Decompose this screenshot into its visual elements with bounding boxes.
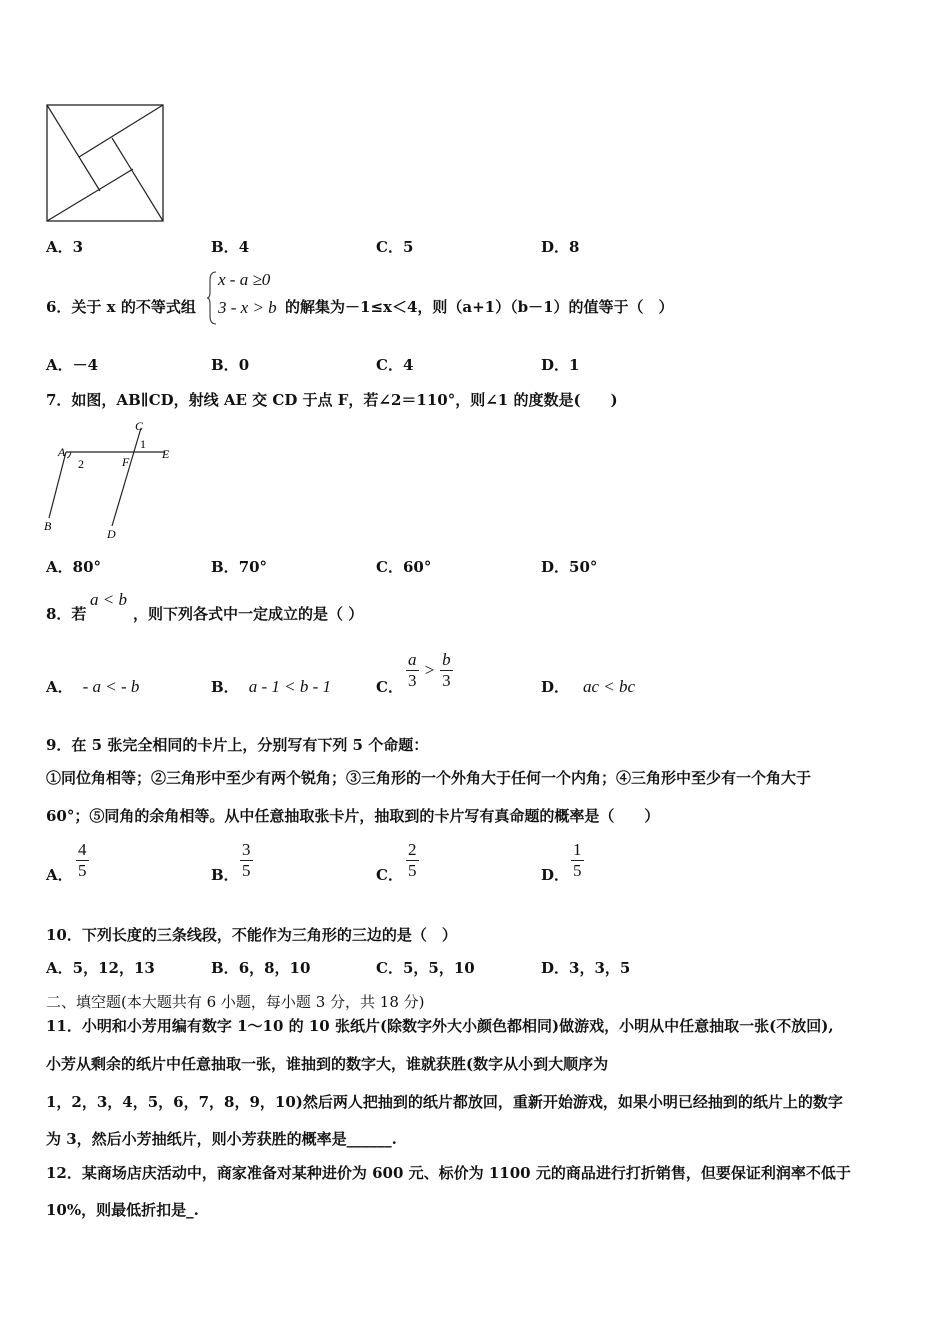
q9-option-c-fraction: $\frac{2}{5}$ (408, 840, 417, 880)
label-b: B (44, 519, 52, 533)
q10-option-c: C．5，5，10 (376, 959, 475, 977)
q9-option-b-fraction: $\frac{3}{5}$ (242, 840, 251, 880)
q10-option-b: B．6，8，10 (211, 959, 311, 977)
section-heading-fill-in: 二、填空题(本大题共有 6 小题，每小题 3 分，共 18 分) (46, 993, 425, 1011)
q9-option-d-fraction: $\frac{1}{5}$ (573, 840, 582, 880)
label-angle-1: 1 (140, 437, 146, 451)
q6-option-b: B．0 (211, 356, 250, 374)
q8-option-a: A． - a < - b (46, 677, 140, 696)
q8-suffix: ，则下列各式中一定成立的是（ ） (133, 605, 364, 623)
q11-line-3: 1，2，3，4，5，6，7，8，9，10)然后两人把抽到的纸片都放回，重新开始游戏，如果小明已经抽到的纸片上的数字 (46, 1093, 843, 1111)
q6-option-a: A．－4 (46, 356, 99, 374)
q9-option-b-label: B． (211, 866, 239, 884)
q9-line-1: ①同位角相等；②三角形中至少有两个锐角；③三角形的一个外角大于任何一个内角；④三角形中至少有一个角大于 (46, 769, 812, 787)
q7-option-c: C．60° (376, 558, 432, 576)
q8-condition: a < b (90, 590, 127, 609)
q7-stem: 7．如图，AB∥CD，射线 AE 交 CD 于点 F，若∠2＝110°，则∠1 的度数是( ) (46, 391, 618, 409)
q12-line-2: 10%，则最低折扣是_. (46, 1201, 199, 1219)
q11-line-1: 11．小明和小芳用编有数字 1～10 的 10 张纸片(除数字外大小颜色都相同)做游戏，小明从中任意抽取一张(不放回), (46, 1017, 834, 1035)
q8-option-c-expression: $\frac{a}{3}$ > $\frac{b}{3}$ (408, 650, 451, 690)
label-e: E (162, 447, 170, 461)
label-angle-2: 2 (78, 457, 84, 471)
q9-option-a-label: A． (46, 866, 73, 884)
q7-option-d: D．50° (541, 558, 598, 576)
label-d: D (107, 527, 116, 541)
q11-line-4: 为 3，然后小芳抽纸片，则小芳获胜的概率是______. (46, 1130, 397, 1148)
q8-option-b: B． a - 1 < b - 1 (211, 677, 331, 696)
q12-line-1: 12．某商场店庆活动中，商家准备对某种进价为 600 元、标价为 1100 元的商品进行打折销售，但要保证利润率不低于 (46, 1164, 851, 1182)
brace-icon (206, 270, 218, 326)
q5-option-b: B．4 (211, 238, 250, 256)
q9-line-2: 60°；⑤同角的余角相等。从中任意抽取张卡片，抽取到的卡片写有真命题的概率是（ ） (46, 807, 660, 825)
q5-option-d: D．8 (541, 238, 580, 256)
q8-option-c-label: C． (376, 678, 403, 696)
q6-option-c: C．4 (376, 356, 414, 374)
q6-system-line-1: x - a ≥0 (218, 270, 271, 289)
q8-prefix: 8．若 (46, 605, 87, 623)
label-c: C (135, 419, 144, 433)
pinwheel-square-figure (44, 102, 168, 224)
q9-option-d-label: D． (541, 866, 570, 884)
q7-option-b: B．70° (211, 558, 268, 576)
q11-line-2: 小芳从剩余的纸片中任意抽取一张，谁抽到的数字大，谁就获胜(数字从小到大顺序为 (46, 1055, 609, 1073)
q5-option-a: A．3 (46, 238, 84, 256)
q8-option-d: D． ac < bc (541, 677, 636, 696)
q6-system-line-2: 3 - x > b (218, 298, 277, 317)
q9-option-c-label: C． (376, 866, 403, 884)
q6-prefix: 6．关于 x 的不等式组 (46, 298, 196, 316)
q10-option-d: D．3，3，5 (541, 959, 631, 977)
q7-option-a: A．80° (46, 558, 102, 576)
label-a: A (58, 445, 66, 459)
q6-option-d: D．1 (541, 356, 580, 374)
q9-option-a-fraction: $\frac{4}{5}$ (78, 840, 87, 880)
parallel-lines-figure (40, 418, 180, 542)
q5-option-c: C．5 (376, 238, 414, 256)
q9-stem: 9．在 5 张完全相同的卡片上，分别写有下列 5 个命题： (46, 736, 429, 754)
q10-option-a: A．5，12，13 (46, 959, 155, 977)
label-f: F (122, 455, 130, 469)
q6-suffix: 的解集为－1≤x＜4，则（a+1）（b－1）的值等于（ ） (285, 298, 674, 316)
q10-stem: 10．下列长度的三条线段，不能作为三角形的三边的是（ ） (46, 926, 457, 944)
